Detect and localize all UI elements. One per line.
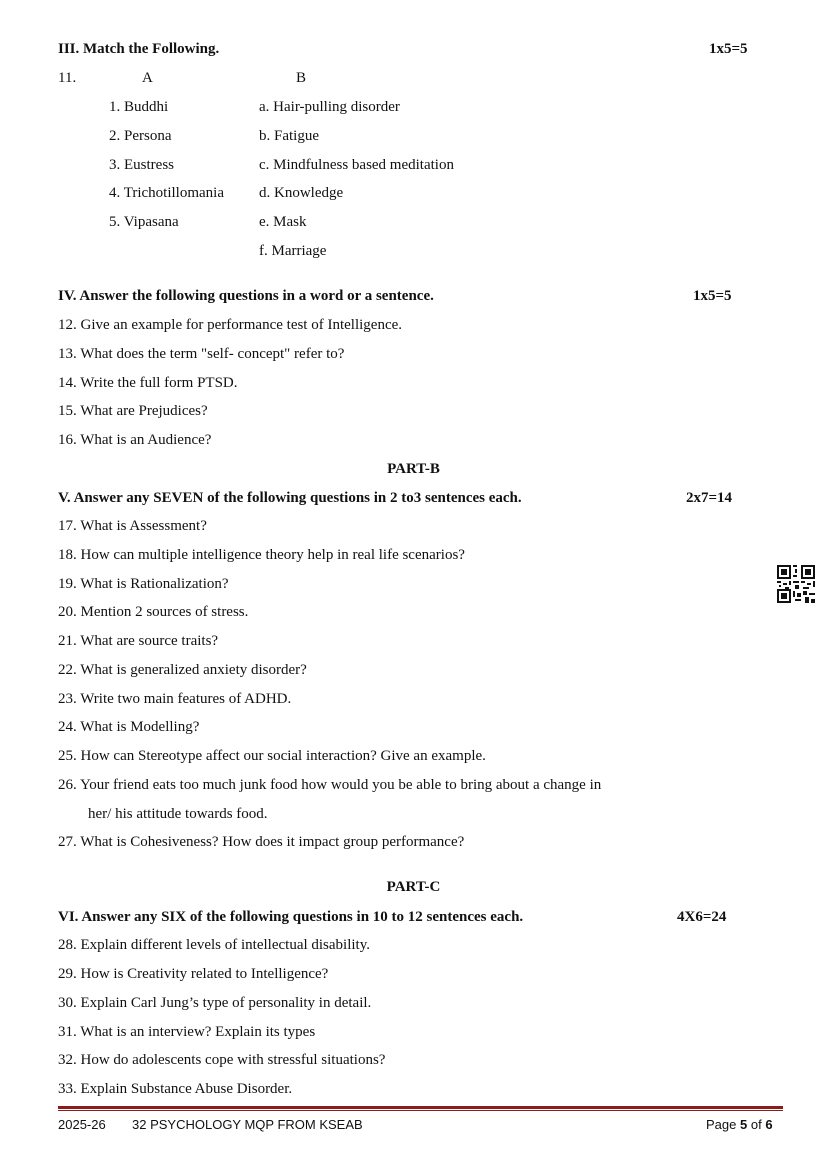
question: 23. Write two main features of ADHD. bbox=[58, 691, 292, 707]
section-4-marks: 1x5=5 bbox=[693, 288, 732, 304]
section-6-marks: 4X6=24 bbox=[677, 909, 727, 925]
page-total: 6 bbox=[765, 1117, 773, 1132]
match-a-item: 4. Trichotillomania bbox=[109, 185, 225, 201]
qr-code-icon bbox=[777, 565, 815, 603]
page-label: Page bbox=[706, 1117, 737, 1132]
question: 20. Mention 2 sources of stress. bbox=[58, 604, 249, 620]
match-b-item: a. Hair-pulling disorder bbox=[259, 99, 400, 115]
question: 26. Your friend eats too much junk food how would you be able to bring about a change in bbox=[58, 777, 602, 793]
section-5-title: V. Answer any SEVEN of the following questions in 2 to3 sentences each. bbox=[58, 490, 522, 506]
question: 32. How do adolescents cope with stressful situations? bbox=[58, 1052, 386, 1068]
footer-year: 2025-26 bbox=[58, 1117, 106, 1132]
match-b-item: c. Mindfulness based meditation bbox=[259, 157, 454, 173]
question: 19. What is Rationalization? bbox=[58, 576, 229, 592]
question: 33. Explain Substance Abuse Disorder. bbox=[58, 1081, 293, 1097]
column-a-header: A bbox=[142, 70, 153, 86]
footer-rule-thin bbox=[58, 1110, 783, 1111]
footer-subject: 32 PSYCHOLOGY MQP FROM KSEAB bbox=[132, 1117, 363, 1132]
match-a-item: 3. Eustress bbox=[109, 157, 174, 173]
match-b-item: e. Mask bbox=[259, 214, 307, 230]
section-3-marks: 1x5=5 bbox=[709, 41, 748, 57]
question: 29. How is Creativity related to Intelligence? bbox=[58, 966, 329, 982]
section-3-title: III. Match the Following. bbox=[58, 41, 220, 57]
part-b-heading: PART-B bbox=[387, 461, 440, 477]
question: 30. Explain Carl Jung’s type of personality in detail. bbox=[58, 995, 372, 1011]
question: 22. What is generalized anxiety disorder? bbox=[58, 662, 307, 678]
match-a-item: 1. Buddhi bbox=[109, 99, 169, 115]
question: 21. What are source traits? bbox=[58, 633, 219, 649]
match-b-item: d. Knowledge bbox=[259, 185, 344, 201]
question: 14. Write the full form PTSD. bbox=[58, 375, 238, 391]
match-b-item: f. Marriage bbox=[259, 243, 327, 259]
page-number bbox=[706, 1116, 773, 1134]
question: 25. How can Stereotype affect our social interaction? Give an example. bbox=[58, 748, 486, 764]
part-c-heading: PART-C bbox=[386, 879, 441, 895]
question: 24. What is Modelling? bbox=[58, 719, 200, 735]
question: 17. What is Assessment? bbox=[58, 518, 207, 534]
question: 15. What are Prejudices? bbox=[58, 403, 208, 419]
section-4-title: IV. Answer the following questions in a word or a sentence. bbox=[58, 288, 434, 304]
question: 27. What is Cohesiveness? How does it impact group performance? bbox=[58, 834, 465, 850]
question: 16. What is an Audience? bbox=[58, 432, 212, 448]
column-b-header: B bbox=[296, 70, 307, 86]
page-of: of bbox=[750, 1117, 762, 1132]
footer-rule-thick bbox=[58, 1106, 783, 1109]
match-a-item: 2. Persona bbox=[109, 128, 172, 144]
section-6-title: VI. Answer any SIX of the following questions in 10 to 12 sentences each. bbox=[58, 909, 524, 925]
section-5-marks: 2x7=14 bbox=[686, 490, 733, 506]
question: 13. What does the term "self- concept" refer to? bbox=[58, 346, 345, 362]
question-continuation: her/ his attitude towards food. bbox=[88, 806, 268, 822]
question: 28. Explain different levels of intellectual disability. bbox=[58, 937, 370, 953]
question: 31. What is an interview? Explain its types bbox=[58, 1024, 316, 1040]
match-a-item: 5. Vipasana bbox=[109, 214, 179, 230]
question: 18. How can multiple intelligence theory help in real life scenarios? bbox=[58, 547, 465, 563]
question: 12. Give an example for performance test of Intelligence. bbox=[58, 317, 403, 333]
page-current: 5 bbox=[740, 1117, 748, 1132]
question-number: 11. bbox=[58, 70, 77, 86]
match-b-item: b. Fatigue bbox=[259, 128, 319, 144]
